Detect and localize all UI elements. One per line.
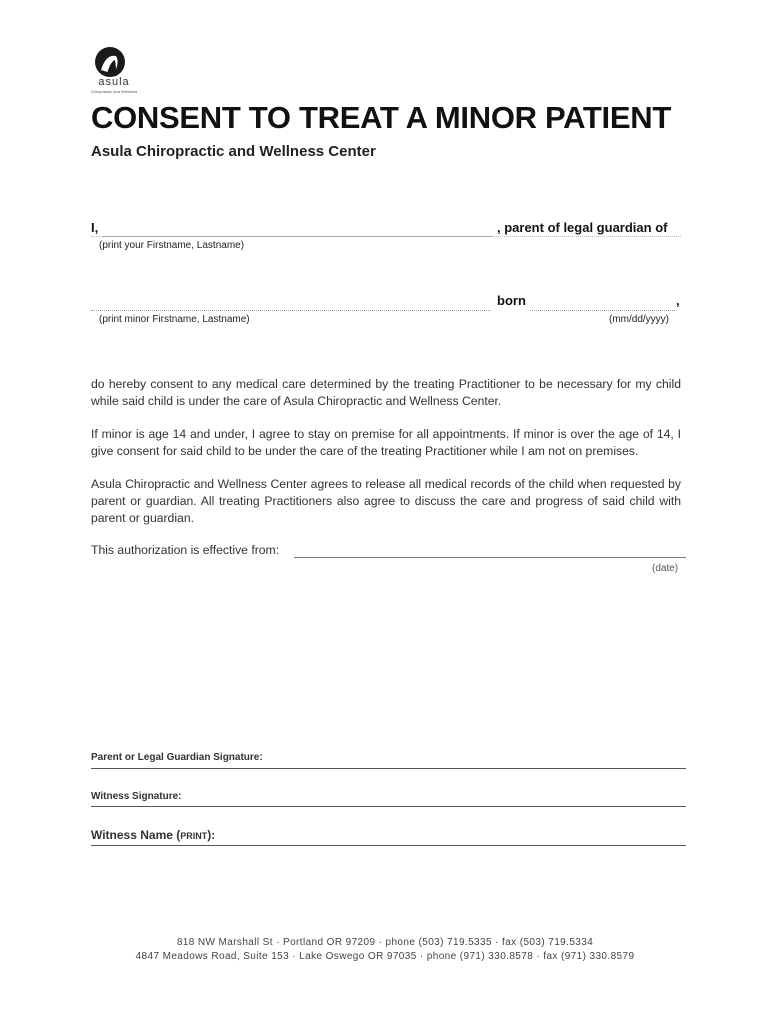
authorization-date-hint: (date) xyxy=(652,563,679,574)
born-label: born xyxy=(497,293,526,308)
witness-signature-field[interactable] xyxy=(91,806,686,807)
minor-name-hint: (print minor Firstname, Lastname) xyxy=(99,314,250,325)
witness-name-field[interactable] xyxy=(91,845,686,846)
guardian-signature-label: Parent or Legal Guardian Signature: xyxy=(91,752,263,763)
logo-wordmark: asula xyxy=(98,76,130,88)
guardian-prefix: I, xyxy=(91,220,99,235)
document-subtitle: Asula Chiropractic and Wellness Center xyxy=(91,143,376,160)
consent-paragraph: do hereby consent to any medical care determined by the treating Practitioner to be necessary for my child while said child is under the care of Asula Chiropractic and Wellness Center. xyxy=(91,377,681,408)
footer-address-lake-oswego: 4847 Meadows Road, Suite 153 · Lake Oswego OR 97035 · phone (971) 330.8578 · fax (971) 330.8579 xyxy=(135,951,635,962)
guardian-suffix: , parent of legal guardian of xyxy=(497,220,668,235)
witness-name-label xyxy=(91,828,215,842)
authorization-label: This authorization is effective from: xyxy=(91,543,280,557)
birthdate-format-hint: (mm/dd/yyyy) xyxy=(609,314,669,325)
minor-name-field[interactable] xyxy=(91,310,491,311)
guardian-signature-field[interactable] xyxy=(91,768,686,769)
guardian-line-underline xyxy=(91,236,681,237)
minor-birthdate-field[interactable] xyxy=(530,310,675,311)
supervision-paragraph: If minor is age 14 and under, I agree to stay on premise for all appointments. If minor is over the age of 14, I give consent for said child to be under the care of the treating Practitioner while I am not on premises. xyxy=(91,427,681,458)
witness-name-end: ): xyxy=(207,828,216,842)
records-paragraph: Asula Chiropractic and Wellness Center agrees to release all medical records of the child when requested by parent or guardian. All treating Practitioners also agree to discuss the care and progress of said child with parent or guardian. xyxy=(91,477,681,525)
witness-name-print: PRINT xyxy=(180,831,208,841)
document-title: CONSENT TO TREAT A MINOR PATIENT xyxy=(91,100,671,135)
minor-line-comma: , xyxy=(676,293,680,308)
authorization-date-field[interactable] xyxy=(294,557,686,558)
footer-address-portland: 818 NW Marshall St · Portland OR 97209 · phone (503) 719.5335 · fax (503) 719.5334 xyxy=(176,937,594,948)
guardian-name-hint: (print your Firstname, Lastname) xyxy=(99,240,245,251)
logo-tagline: Chiropractic and Wellness xyxy=(90,89,138,94)
witness-name-text: Witness Name ( xyxy=(91,828,181,842)
witness-signature-label: Witness Signature: xyxy=(91,791,182,802)
